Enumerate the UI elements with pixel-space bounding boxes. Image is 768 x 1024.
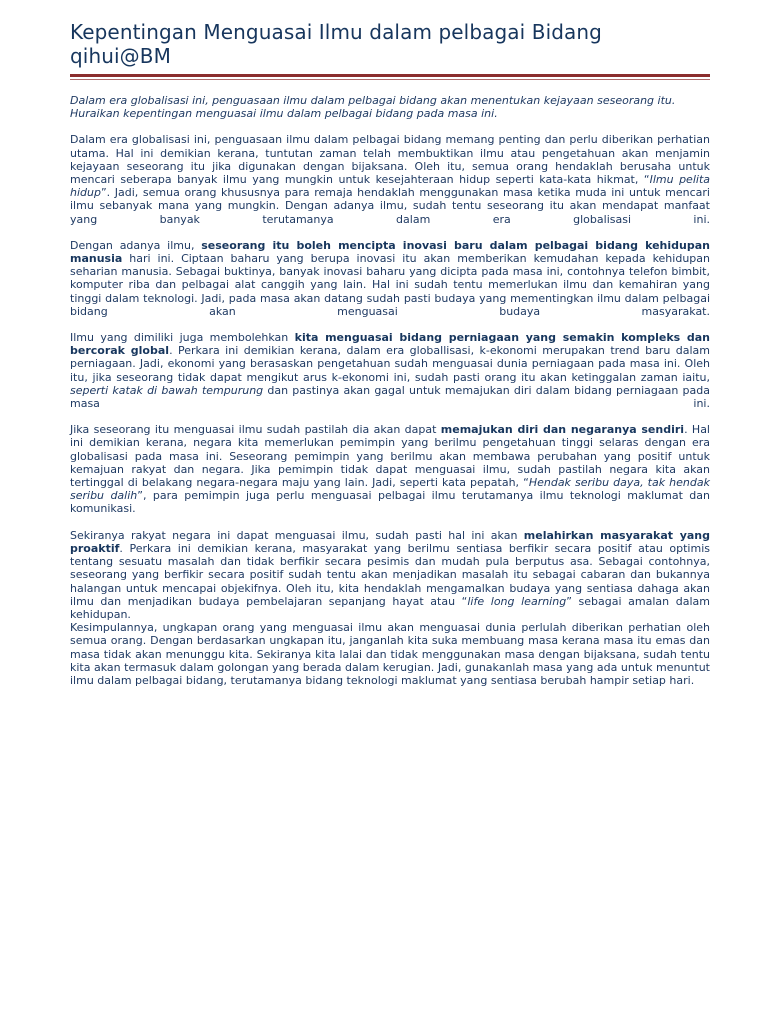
p4-point: memajukan diri dan negaranya sendiri [440,423,685,437]
p3-text-a: Ilmu yang dimiliki juga membolehkan [70,331,295,345]
p4-quote: Hendak seribu daya, tak hendak seribu dalih [70,476,710,503]
p3-quote: seperti katak di bawah tempurung [70,383,264,397]
author-text: qihui@BM [70,44,171,68]
p4-text-b: . Hal ini demikian kerana, negara kita memerlukan pemimpin yang berilmu pengetahuan tinggi selaras dengan era globalisasi pada masa ini. Seseorang pemimpin yang berilmu akan membawa perubahan yang positif untuk kemajuan rakyat dan negara. Jika pemimpin tidak dapat menguasai ilmu, sudah pastilah negara kita akan tertinggal di belakang negara-negara maju yang lain. Jadi, seperti kata pepatah, “ [70,423,710,490]
p4-text-c: ”, para pemimpin juga perlu menguasai pelbagai ilmu terutamanya ilmu teknologi maklumat dan komunikasi. [70,489,710,516]
paragraph-1 [70,133,710,225]
paragraph-conclusion: Kesimpulannya, ungkapan orang yang menguasai ilmu akan menguasai dunia perlulah diberikan perhatian oleh semua orang. Dengan berdasarkan ungkapan itu, janganlah kita suka membuang masa kerana masa itu emas dan masa tidak akan menunggu kita. Sekiranya kita lalai dan tidak menggunakan masa dengan bijaksana, sudah tentu kita akan termasuk dalam golongan yang berada dalam kerugian. Jadi, gunakanlah masa yang ada untuk menuntut ilmu dalam pelbagai bidang, terutamanya bidang teknologi maklumat yang sentiasa berubah hampir setiap hari. [70,621,710,687]
paragraph-5 [70,529,710,621]
document-title [70,20,710,68]
p2-point: seseorang itu boleh mencipta inovasi baru dalam pelbagai bidang kehidupan manusia [70,238,710,266]
p5-point: melahirkan masyarakat yang proaktif [70,528,711,555]
p5-quote: life long learning [467,594,567,608]
p5-text-b: . Perkara ini demikian kerana, masyarakat yang berilmu sentiasa berfikir secara positif atau optimis tentang sesuatu masalah dan tidak berfikir secara pesimis dan mudah pula berputus asa. Sebagai contohnya, seseorang yang berfikir secara positif sudah tentu akan menjadikan masalah itu sebagai cabaran dan bukannya halangan untuk mencapai objekifnya. Oleh itu, kita hendaklah mengamalkan budaya yang sentiasa dahaga akan ilmu dan menjadikan budaya pembelajaran sepanjang hayat atau “ [70,541,710,608]
p5-text-c: ” sebagai amalan dalam kehidupan. [70,594,710,621]
essay-question: Dalam era globalisasi ini, penguasaan ilmu dalam pelbagai bidang akan menentukan kejayaan seseorang itu. Huraikan kepentingan menguasai ilmu dalam pelbagai bidang pada masa ini. [70,94,676,121]
p3-text-c: dan pastinya akan gagal untuk memajukan diri dalam bidang perniagaan pada masa ini. [70,383,710,411]
p1-text-a: Dalam era globalisasi ini, penguasaan ilmu dalam pelbagai bidang memang penting dan perlu diberikan perhatian utama. Hal ini demikian kerana, tuntutan zaman telah membuktikan ilmu atau pengetahuan akan menjamin kejayaan seseorang itu jika digunakan dengan bijaksana. Oleh itu, semua orang hendaklah berusaha untuk mencari seberapa banyak ilmu yang mungkin untuk kesejahteraan hidup seperti kata-kata hikmat, “ [70,133,710,187]
paragraph-2 [70,239,710,318]
title-divider-thin [70,79,710,80]
p1-quote: Ilmu pelita hidup [70,173,710,200]
p1-text-b: ”. Jadi, semua orang khususnya para remaja hendaklah menggunakan masa ketika muda ini untuk mencari ilmu sebanyak mana yang mungkin. Dengan adanya ilmu, sudah tentu seseorang itu akan mendapat manfaat yang banyak terutamanya dalam era globalisasi ini. [70,186,710,226]
title-divider [70,74,710,77]
paragraph-3 [70,331,710,410]
p4-text-a: Jika seseorang itu menguasai ilmu sudah pastilah dia akan dapat [70,423,441,437]
p3-text-b: . Perkara ini demikian kerana, dalam era globallisasi, k-ekonomi merupakan trend baru dalam perniagaan. Jadi, ekonomi yang berasaskan pengetahuan sudah menguasai dunia perniagaan pada masa ini. Oleh itu, jika seseorang tidak dapat mengikut arus k-ekonomi ini, sudah pasti orang itu akan ketinggalan zaman iaitu, [70,344,710,384]
p2-text-a: Dengan adanya ilmu, [70,238,202,252]
paragraph-4 [70,423,710,515]
p2-text-b: hari ini. Ciptaan baharu yang berupa inovasi itu akan memberikan kemudahan kepada kehidupan seharian manusia. Sebagai buktinya, banyak inovasi baharu yang dicipta pada masa ini, contohnya telefon bimbit, komputer riba dan pelbagai alat canggih yang lain. Hal ini sudah tentu memerlukan ilmu dan kemahiran yang tinggi dalam teknologi. Jadi, pada masa akan datang sudah pasti budaya yang mementingkan ilmu dalam pelbagai bidang akan menguasai budaya masyarakat. [70,252,710,318]
title-text: Kepentingan Menguasai Ilmu dalam pelbagai Bidang [70,20,602,44]
p3-point: kita menguasai bidang perniagaan yang semakin kompleks dan bercorak global [70,331,710,358]
p5-text-a: Sekiranya rakyat negara ini dapat menguasai ilmu, sudah pasti hal ini akan [70,528,524,542]
